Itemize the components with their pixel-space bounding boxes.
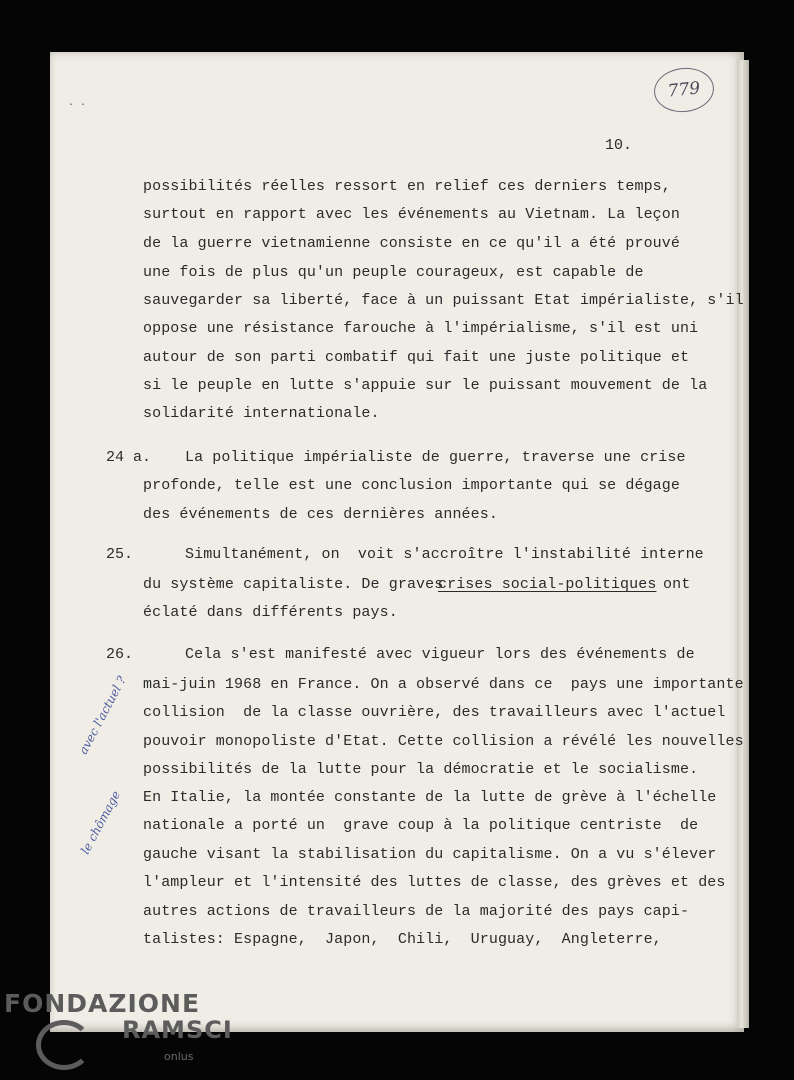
text-line: si le peuple en lutte s'appuie sur le puissant mouvement de la [143,377,708,394]
text-line: oppose une résistance farouche à l'impérialisme, s'il est uni [143,320,699,337]
text-line: talistes: Espagne, Japon, Chili, Uruguay, Angleterre, [143,931,662,948]
page-number: 10. [605,137,633,154]
margin-note: le chômage [78,788,124,857]
gramsci-logo-icon [36,1020,92,1070]
text-line: Simultanément, on voit s'accroître l'instabilité interne [185,546,704,563]
text-line: ont [663,576,691,593]
text-line: possibilités de la lutte pour la démocratie et le socialisme. [143,761,699,778]
text-line: profonde, telle est une conclusion importante qui se dégage [143,477,680,494]
text-line: gauche visant la stabilisation du capitalisme. On a vu s'élever [143,846,717,863]
paragraph-number: 26. [106,646,134,663]
text-line: nationale a porté un grave coup à la politique centriste de [143,817,699,834]
text-line: En Italie, la montée constante de la lutte de grève à l'échelle [143,789,717,806]
text-line: collision de la classe ouvrière, des travailleurs avec l'actuel [143,704,726,721]
text-line: éclaté dans différents pays. [143,604,398,621]
text-line: pouvoir monopoliste d'Etat. Cette collision a révélé les nouvelles [143,733,744,750]
fondazione-gramsci-watermark [4,989,233,1063]
margin-note: avec l'actuel ? [76,673,129,757]
page-edge [737,60,749,1028]
text-line: du système capitaliste. De graves [143,576,444,593]
text-line: sauvegarder sa liberté, face à un puissant Etat impérialiste, s'il [143,292,744,309]
text-line: possibilités réelles ressort en relief ces derniers temps, [143,178,671,195]
paper-specks: · · [68,100,87,111]
archive-number-stamp: 779 [652,65,716,115]
text-line: surtout en rapport avec les événements au Vietnam. La leçon [143,206,680,223]
underlined-phrase: crises social-politiques [438,576,657,593]
text-line: de la guerre vietnamienne consiste en ce qu'il a été prouvé [143,235,680,252]
watermark-subtitle: RAMSCI [122,1016,233,1044]
paragraph-number: 25. [106,546,134,563]
text-line: mai-juin 1968 en France. On a observé dans ce pays une importante [143,676,744,693]
text-line: solidarité internationale. [143,405,380,422]
text-line: autour de son parti combatif qui fait une juste politique et [143,349,690,366]
paragraph-number: 24 a. [106,449,152,466]
text-line: Cela s'est manifesté avec vigueur lors des événements de [185,646,695,663]
text-line: l'ampleur et l'intensité des luttes de classe, des grèves et des [143,874,726,891]
text-line: autres actions de travailleurs de la majorité des pays capi- [143,903,690,920]
text-line: des événements de ces dernières années. [143,506,498,523]
text-line: une fois de plus qu'un peuple courageux, est capable de [143,264,644,281]
text-line: La politique impérialiste de guerre, traverse une crise [185,449,686,466]
watermark-onlus: onlus [164,1050,194,1063]
watermark-title: FONDAZIONE [4,989,201,1018]
